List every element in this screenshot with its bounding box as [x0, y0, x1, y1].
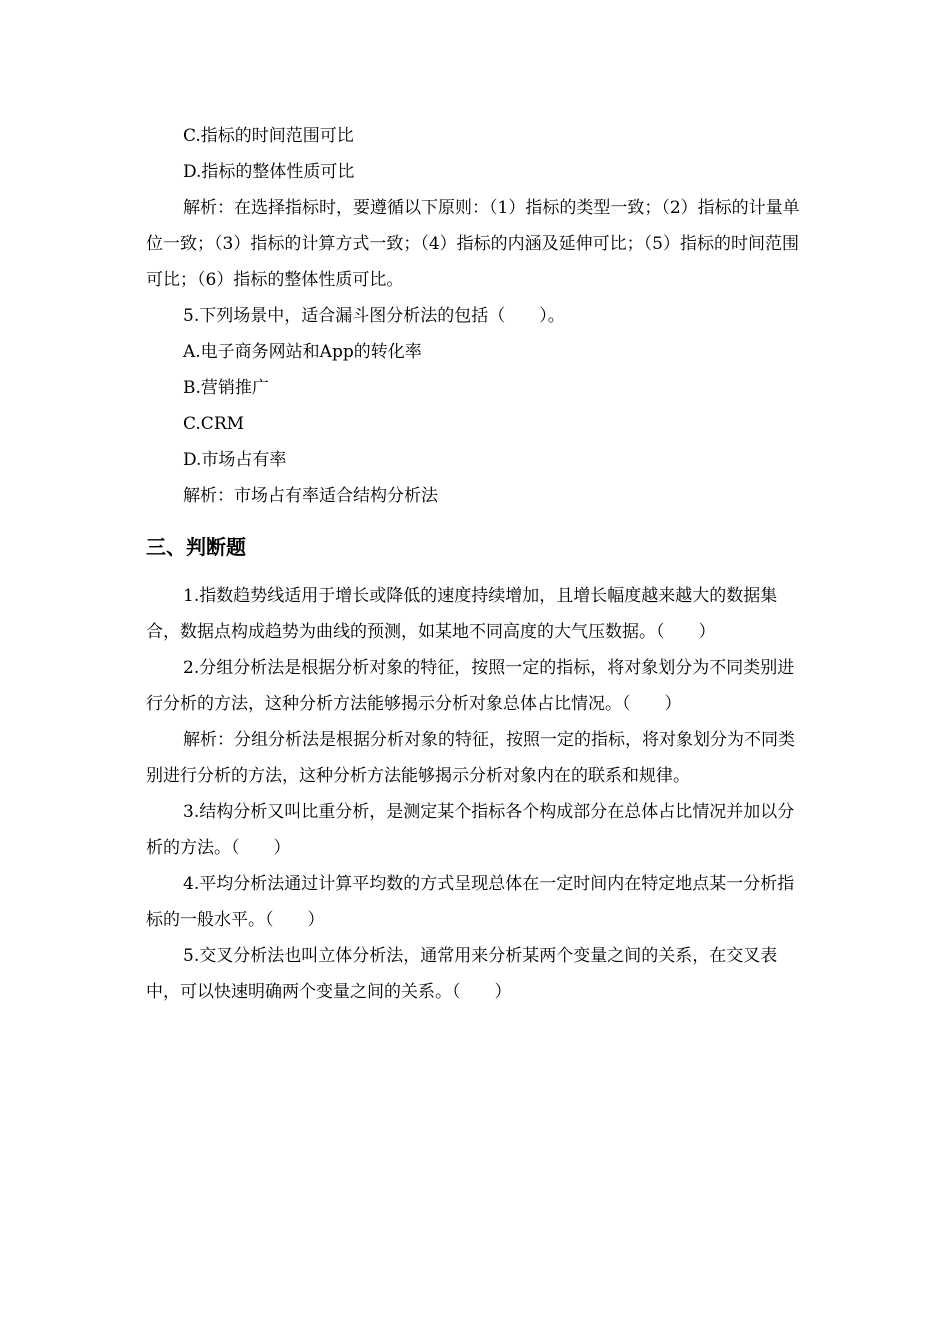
- q4-analysis: 解析：在选择指标时，要遵循以下原则：（1）指标的类型一致；（2）指标的计量单位一致；（3）指标的计算方式一致；（4）指标的内涵及延伸可比；（5）指标的时间范围可比；（6）指标的整体性质可比。: [146, 198, 800, 290]
- q5-option-d: D.市场占有率: [183, 450, 287, 470]
- tf-question-5: 5.交叉分析法也叫立体分析法，通常用来分析某两个变量之间的关系，在交叉表中，可以快速明确两个变量之间的关系。（ ）: [146, 946, 778, 1002]
- section-heading-true-false: 三、判断题: [146, 535, 246, 559]
- q5-stem: 5.下列场景中，适合漏斗图分析法的包括（ ）。: [183, 306, 565, 326]
- document-page: [146, 118, 806, 1010]
- tf-question-3: 3.结构分析又叫比重分析，是测定某个指标各个构成部分在总体占比情况并加以分析的方法。（ ）: [146, 802, 795, 858]
- tf-question-1: 1.指数趋势线适用于增长或降低的速度持续增加，且增长幅度越来越大的数据集合，数据点构成趋势为曲线的预测，如某地不同高度的大气压数据。（ ）: [146, 586, 778, 642]
- q4-option-d: D.指标的整体性质可比: [183, 162, 355, 182]
- q5-option-b: B.营销推广: [183, 378, 269, 398]
- q5-analysis: 解析：市场占有率适合结构分析法: [183, 486, 438, 506]
- tf-question-2: 2.分组分析法是根据分析对象的特征，按照一定的指标，将对象划分为不同类别进行分析的方法，这种分析方法能够揭示分析对象总体占比情况。（ ）: [146, 658, 795, 714]
- q4-option-c: C.指标的时间范围可比: [183, 126, 354, 146]
- tf-question-4: 4.平均分析法通过计算平均数的方式呈现总体在一定时间内在特定地点某一分析指标的一般水平。（ ）: [146, 874, 795, 930]
- q5-option-c: C.CRM: [183, 414, 245, 434]
- tf-question-2-analysis: 解析：分组分析法是根据分析对象的特征，按照一定的指标，将对象划分为不同类别进行分析的方法，这种分析方法能够揭示分析对象内在的联系和规律。: [146, 730, 795, 786]
- q5-option-a: A.电子商务网站和App的转化率: [183, 342, 422, 362]
